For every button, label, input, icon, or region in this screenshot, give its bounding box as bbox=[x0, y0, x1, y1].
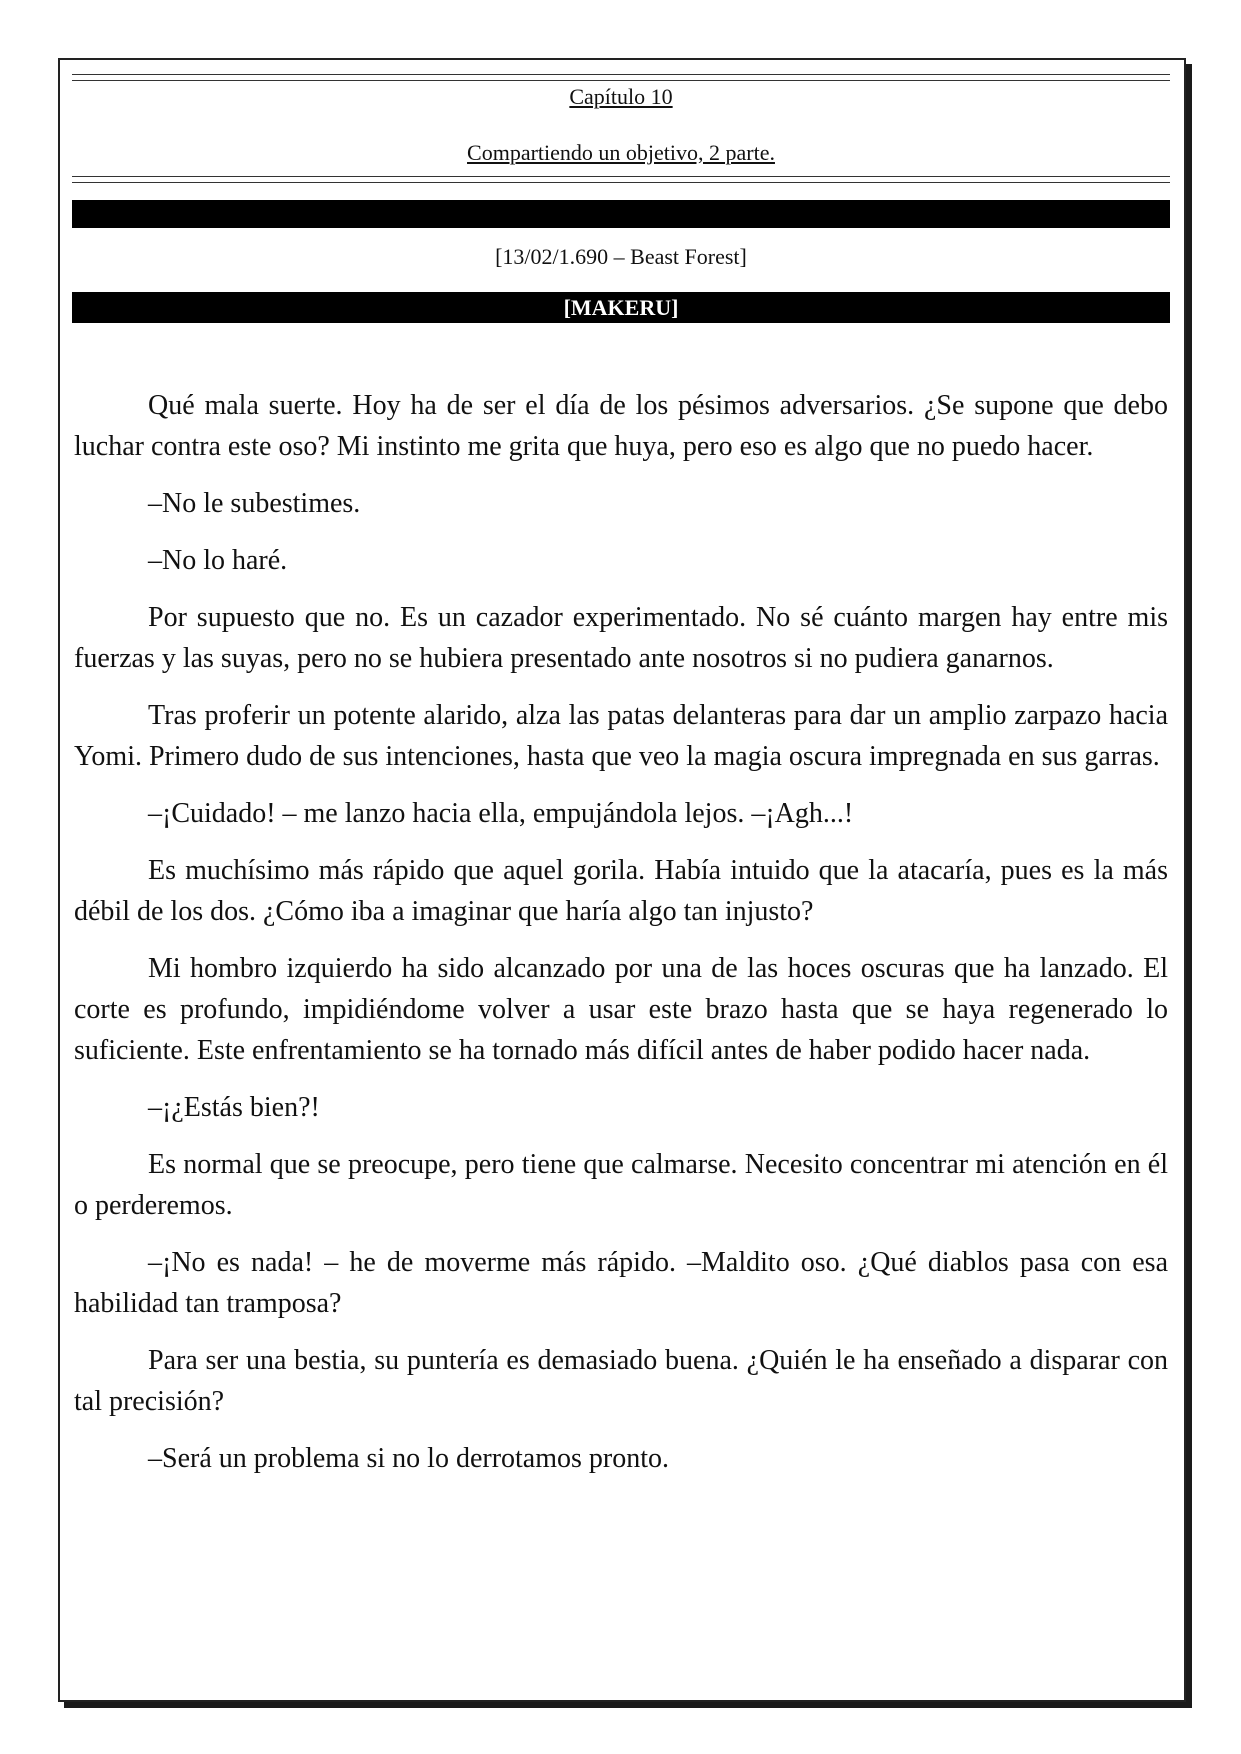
paragraph: –¡Cuidado! – me lanzo hacia ella, empujándola lejos. –¡Agh...! bbox=[148, 798, 854, 829]
paragraph: Mi hombro izquierdo ha sido alcanzado por una de las hoces oscuras que ha lanzado. El corte es profundo, impidiéndome volver a usar este brazo hasta que se haya regenerado lo suficiente. Este enfrentamiento se ha tornado más difícil antes de haber podido hacer nada. bbox=[74, 953, 1168, 1066]
chapter-title: Compartiendo un objetivo, 2 parte. bbox=[467, 140, 775, 165]
header-rule-top bbox=[72, 74, 1170, 81]
chapter-number: Capítulo 10 bbox=[569, 84, 673, 109]
pov-character-bar: [MAKERU] bbox=[72, 292, 1170, 323]
paragraph: Es muchísimo más rápido que aquel gorila. Había intuido que la atacaría, pues es la más débil de los dos. ¿Cómo iba a imaginar que haría algo tan injusto? bbox=[74, 855, 1168, 927]
paragraph: –¡¿Estás bien?! bbox=[148, 1092, 320, 1123]
header-rule-bottom bbox=[72, 176, 1170, 183]
paragraph: Para ser una bestia, su puntería es demasiado buena. ¿Quién le ha enseñado a disparar con tal precisión? bbox=[74, 1345, 1168, 1417]
chapter-body bbox=[74, 385, 1168, 1495]
chapter-header bbox=[72, 74, 1170, 182]
paragraph: Es normal que se preocupe, pero tiene que calmarse. Necesito concentrar mi atención en él o perderemos. bbox=[74, 1149, 1168, 1221]
paragraph: Por supuesto que no. Es un cazador experimentado. No sé cuánto margen hay entre mis fuerzas y las suyas, pero no se hubiera presentado ante nosotros si no pudiera ganarnos. bbox=[74, 602, 1168, 674]
paragraph: –Será un problema si no lo derrotamos pronto. bbox=[148, 1443, 670, 1474]
separator-bar bbox=[72, 200, 1170, 228]
paragraph: –¡No es nada! – he de moverme más rápido. –Maldito oso. ¿Qué diablos pasa con esa habilidad tan tramposa? bbox=[74, 1247, 1168, 1319]
paragraph: –No lo haré. bbox=[148, 545, 288, 576]
scene-location-date: [13/02/1.690 – Beast Forest] bbox=[495, 244, 747, 269]
paragraph: Qué mala suerte. Hoy ha de ser el día de los pésimos adversarios. ¿Se supone que debo luchar contra este oso? Mi instinto me grita que huya, pero eso es algo que no puedo hacer. bbox=[74, 390, 1168, 462]
paragraph: Tras proferir un potente alarido, alza las patas delanteras para dar un amplio zarpazo hacia Yomi. Primero dudo de sus intenciones, hasta que veo la magia oscura impregnada en sus garras. bbox=[74, 700, 1168, 772]
paragraph: –No le subestimes. bbox=[148, 488, 361, 519]
